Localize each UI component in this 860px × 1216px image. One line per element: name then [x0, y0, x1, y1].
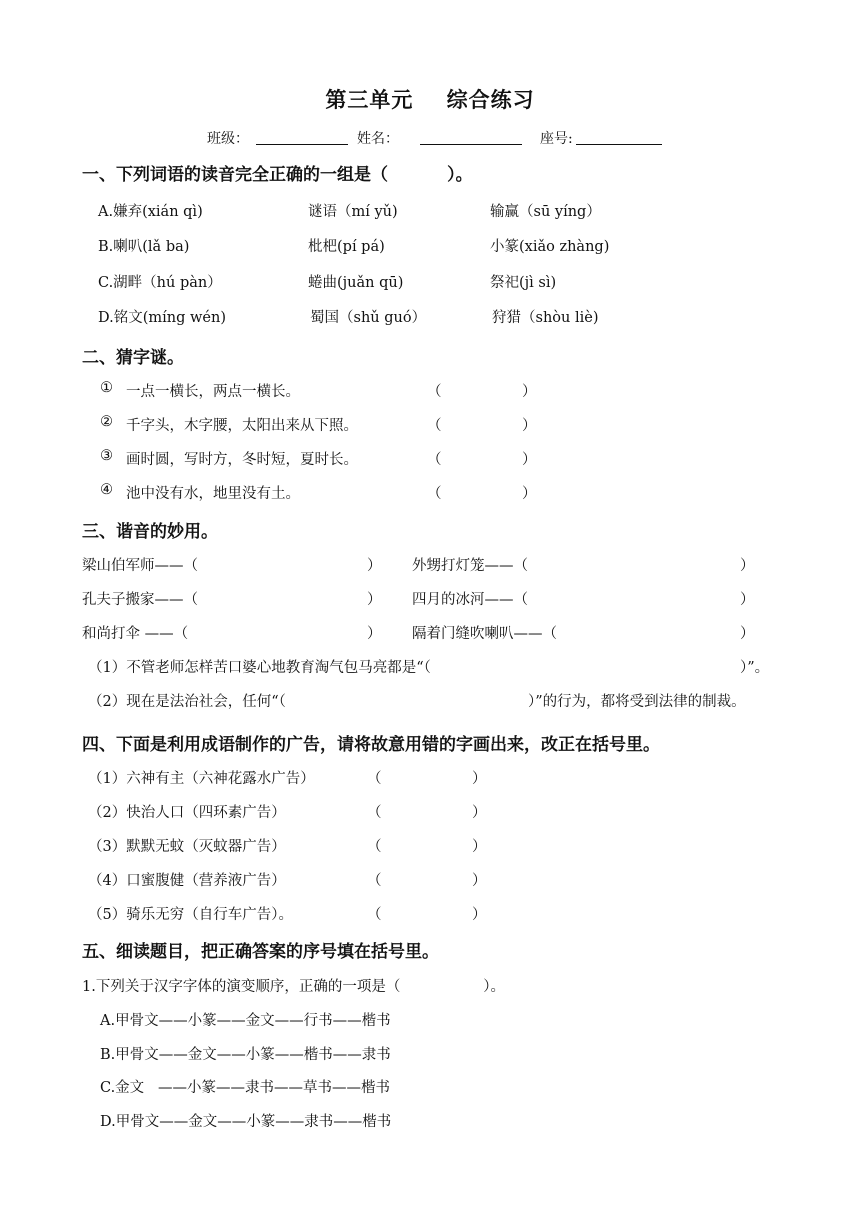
riddle-1-paren-close: ）	[522, 384, 537, 400]
pun-2-right: 四月的冰河——（	[412, 592, 528, 608]
pun-2-left: 孔夫子搬家——（	[82, 592, 198, 608]
q1-option-c: C.金文 ——小篆——隶书——草书——楷书	[100, 1080, 391, 1096]
s1-row2-col1: B.喇叭(lǎ ba)	[98, 239, 190, 255]
section4-heading: 四、下面是利用成语制作的广告，请将故意用错的字画出来，改正在括号里。	[82, 735, 660, 755]
riddle-3-paren-close: ）	[522, 452, 537, 468]
pun-3-left: 和尚打伞 ——（	[82, 626, 189, 642]
pun-2-right-close: ）	[740, 592, 755, 608]
pun-sentence-2-end: ）”的行为，都将受到法律的制裁。	[528, 694, 746, 710]
riddle-4-text: 池中没有水，地里没有土。	[126, 486, 300, 502]
ad-4-text: （4）口蜜腹健（营养液广告）	[88, 873, 286, 889]
s1-row4-col2: 蜀国（shǔ guó）	[310, 310, 427, 326]
pun-sentence-1-end: ）”。	[740, 660, 770, 676]
ad-3-text: （3）默默无蚊（灭蚊器广告）	[88, 839, 286, 855]
riddle-4-paren-open: （	[427, 486, 442, 502]
riddle-3-paren-open: （	[427, 452, 442, 468]
s1-row3-col2: 蜷曲(juǎn qū)	[308, 275, 404, 291]
s1-row1-col2: 谜语（mí yǔ)	[308, 204, 398, 220]
ad-5-paren-close: ）	[472, 907, 487, 923]
ad-1-text: （1）六神有主（六神花露水广告）	[88, 771, 315, 787]
pun-sentence-2-start: （2）现在是法治社会，任何“（	[88, 694, 286, 710]
s1-row4-col1: D.铭文(míng wén)	[98, 310, 226, 326]
s1-row2-col3: 小篆(xiǎo zhàng)	[490, 239, 610, 255]
section3-heading: 三、谐音的妙用。	[82, 522, 218, 542]
riddle-2-num: ②	[100, 414, 113, 430]
section1-heading: 一、下列词语的读音完全正确的一组是（ ）。	[82, 165, 473, 185]
riddle-2-paren-open: （	[427, 418, 442, 434]
page-title: 第三单元 综合练习	[325, 88, 535, 112]
q1-text: 1.下列关于汉字字体的演变顺序，正确的一项是（ ）。	[82, 979, 506, 995]
ad-3-paren-open: （	[367, 839, 382, 855]
riddle-3-num: ③	[100, 448, 113, 464]
ad-2-text: （2）快治人口（四环素广告）	[88, 805, 286, 821]
ad-2-paren-close: ）	[472, 805, 487, 821]
ad-3-paren-close: ）	[472, 839, 487, 855]
section5-heading: 五、细读题目，把正确答案的序号填在括号里。	[82, 942, 439, 962]
q1-option-d: D.甲骨文——金文——小篆——隶书——楷书	[100, 1114, 392, 1130]
riddle-1-num: ①	[100, 380, 113, 396]
ad-5-text: （5）骑乐无穷（自行车广告）。	[88, 907, 293, 923]
riddle-3-text: 画时圆，写时方，冬时短，夏时长。	[126, 452, 358, 468]
ad-4-paren-open: （	[367, 873, 382, 889]
seat-label: 座号:	[540, 131, 573, 147]
pun-1-left-close: ）	[367, 558, 382, 574]
name-blank[interactable]	[420, 130, 522, 145]
s1-row3-col3: 祭祀(jì sì)	[490, 275, 557, 291]
q1-option-b: B.甲骨文——金文——小篆——楷书——隶书	[100, 1047, 391, 1063]
ad-4-paren-close: ）	[472, 873, 487, 889]
riddle-1-text: 一点一横长，两点一横长。	[126, 384, 300, 400]
pun-sentence-1-start: （1）不管老师怎样苦口婆心地教育淘气包马亮都是“（	[88, 660, 431, 676]
ad-5-paren-open: （	[367, 907, 382, 923]
class-label: 班级：	[207, 131, 249, 147]
riddle-2-paren-close: ）	[522, 418, 537, 434]
name-label: 姓名：	[357, 131, 399, 147]
ad-2-paren-open: （	[367, 805, 382, 821]
class-blank[interactable]	[256, 130, 348, 145]
pun-1-left: 梁山伯军师——（	[82, 558, 198, 574]
pun-1-right-close: ）	[740, 558, 755, 574]
s1-row4-col3: 狩猎（shòu liè)	[492, 310, 599, 326]
q1-option-a: A.甲骨文——小篆——金文——行书——楷书	[100, 1013, 391, 1029]
pun-3-right: 隔着门缝吹喇叭——（	[412, 626, 557, 642]
riddle-1-paren-open: （	[427, 384, 442, 400]
s1-row3-col1: C.湖畔（hú pàn）	[98, 275, 222, 291]
pun-3-right-close: ）	[740, 626, 755, 642]
pun-2-left-close: ）	[367, 592, 382, 608]
ad-1-paren-close: ）	[472, 771, 487, 787]
s1-row2-col2: 枇杷(pí pá)	[308, 239, 385, 255]
ad-1-paren-open: （	[367, 771, 382, 787]
riddle-4-num: ④	[100, 482, 113, 498]
s1-row1-col3: 输赢（sū yíng）	[490, 204, 601, 220]
pun-1-right: 外甥打灯笼——（	[412, 558, 528, 574]
seat-blank[interactable]	[576, 130, 662, 145]
s1-row1-col1: A.嫌弃(xián qì)	[98, 204, 203, 220]
riddle-4-paren-close: ）	[522, 486, 537, 502]
riddle-2-text: 千字头，木字腰，太阳出来从下照。	[126, 418, 358, 434]
pun-3-left-close: ）	[367, 626, 382, 642]
section2-heading: 二、猜字谜。	[82, 348, 184, 368]
